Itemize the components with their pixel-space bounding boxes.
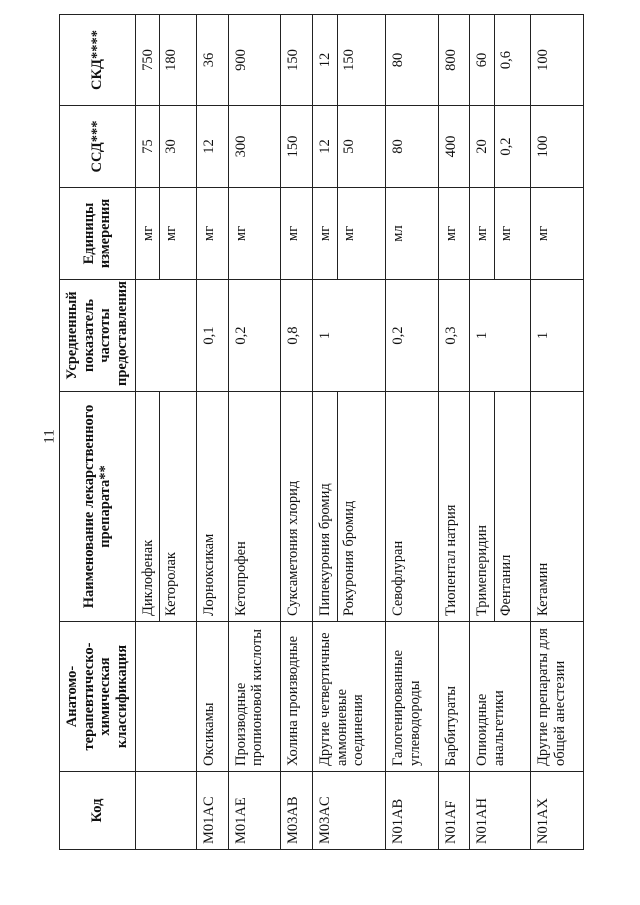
header-drug: Наименование лекарственного препарата**: [60, 392, 136, 622]
drug-cell: [531, 392, 584, 622]
frequency-value: 0,2: [390, 326, 407, 345]
drug-name: Кетопрофен: [232, 541, 249, 616]
classification-cell: [196, 622, 228, 772]
skd-cell: [135, 15, 196, 106]
table-row: [386, 15, 438, 850]
skd-cell: [438, 15, 470, 106]
code-cell: [531, 772, 584, 850]
drug-name: Тиопентал натрия: [442, 504, 459, 616]
drug-name: Суксаметония хлорид: [285, 480, 302, 616]
table-row: [531, 15, 584, 850]
skd-value: 0,6: [494, 15, 515, 105]
code-cell: [312, 772, 385, 850]
drug-name: Лорноксикам: [200, 533, 217, 616]
ssd-cell: [438, 106, 470, 188]
table-row: [312, 15, 385, 850]
ssd-cell: [386, 106, 438, 188]
table-body: [135, 15, 583, 850]
page-number: 11: [41, 429, 58, 444]
skd-value: 750: [139, 49, 156, 71]
ssd-value: 0,2: [494, 106, 515, 187]
drug-table: [59, 14, 584, 850]
skd-value: 36: [200, 52, 217, 68]
classification-name: Барбитураты: [442, 686, 459, 766]
ssd-cell: [312, 106, 385, 188]
drug-cell: [135, 392, 196, 622]
classification-cell: [312, 622, 385, 772]
unit-value: мг: [337, 188, 358, 279]
skd-value: 12: [316, 52, 333, 68]
unit-value: мг: [159, 188, 180, 279]
ssd-value: 12: [200, 139, 217, 154]
drug-name: Кетамин: [535, 562, 552, 616]
units-cell: [196, 188, 228, 280]
classification-cell: [438, 622, 470, 772]
frequency-cell: [196, 280, 228, 392]
skd-value: 60: [474, 52, 491, 68]
header-classification: Анатомо-терапевтическо-химическая классификация: [60, 622, 136, 772]
ssd-value: 150: [285, 135, 302, 158]
code-cell: [135, 772, 196, 850]
skd-value: 800: [442, 49, 459, 71]
table-row: [135, 15, 196, 850]
drug-name: Севофлуран: [390, 540, 407, 616]
atc-code: M01AE: [232, 797, 249, 844]
unit-value: мг: [442, 225, 459, 242]
ssd-value: 30: [159, 106, 180, 187]
frequency-cell: [312, 280, 385, 392]
skd-value: 900: [232, 49, 249, 71]
classification-name: Опиоидные анальгетики: [474, 690, 507, 766]
ssd-value: 20: [474, 139, 491, 154]
drug-name: Фентанил: [494, 392, 515, 621]
classification-cell: [281, 622, 313, 772]
skd-value: 180: [159, 15, 180, 105]
drug-cell: [386, 392, 438, 622]
drug-cell: [196, 392, 228, 622]
ssd-value: 400: [442, 135, 459, 158]
ssd-cell: [135, 106, 196, 188]
units-cell: [470, 188, 531, 280]
skd-cell: [196, 15, 228, 106]
drug-name: Диклофенак: [139, 539, 156, 616]
units-cell: [228, 188, 280, 280]
frequency-value: 0,8: [285, 326, 302, 345]
skd-value: 80: [390, 52, 407, 68]
classification-cell: [228, 622, 280, 772]
classification-name: Другие четвертичные аммониевые соединения: [316, 632, 367, 766]
drug-cell: [281, 392, 313, 622]
drug-name: Тримеперидин: [474, 524, 491, 616]
header-skd: СКД****: [60, 15, 136, 106]
units-cell: [386, 188, 438, 280]
frequency-value: 0,1: [200, 326, 217, 345]
atc-code: M03AC: [316, 796, 333, 844]
atc-code: M01AC: [200, 796, 217, 844]
classification-name: Другие препараты для общей анестезии: [535, 628, 569, 766]
table-row: [438, 15, 470, 850]
ssd-value: 100: [535, 135, 552, 158]
unit-value: мг: [474, 225, 491, 242]
unit-value: мг: [285, 225, 302, 242]
code-cell: [438, 772, 470, 850]
header-ssd: ССД***: [60, 106, 136, 188]
classification-name: Оксикамы: [200, 702, 217, 766]
frequency-cell: [438, 280, 470, 392]
code-cell: [196, 772, 228, 850]
atc-code: N01AF: [442, 800, 459, 844]
units-cell: [312, 188, 385, 280]
units-cell: [438, 188, 470, 280]
code-cell: [281, 772, 313, 850]
ssd-cell: [228, 106, 280, 188]
skd-cell: [312, 15, 385, 106]
skd-cell: [470, 15, 531, 106]
classification-name: Холина производные: [285, 635, 302, 766]
classification-cell: [386, 622, 438, 772]
skd-cell: [281, 15, 313, 106]
frequency-value: 1: [474, 331, 491, 340]
skd-cell: [386, 15, 438, 106]
ssd-cell: [531, 106, 584, 188]
frequency-cell: [281, 280, 313, 392]
ssd-value: 12: [316, 139, 333, 154]
unit-value: мг: [139, 225, 156, 242]
frequency-cell: [135, 280, 196, 392]
ssd-cell: [281, 106, 313, 188]
skd-value: 100: [535, 49, 552, 71]
units-cell: [281, 188, 313, 280]
drug-name: Рокурония бромид: [337, 392, 358, 621]
drug-name: Кеторолак: [159, 392, 180, 621]
code-cell: [470, 772, 531, 850]
drug-cell: [228, 392, 280, 622]
frequency-cell: [228, 280, 280, 392]
skd-cell: [228, 15, 280, 106]
code-cell: [228, 772, 280, 850]
unit-value: мг: [232, 225, 249, 242]
table-row: [228, 15, 280, 850]
table-row: [196, 15, 228, 850]
frequency-value: 1: [535, 331, 552, 340]
header-row: [60, 15, 136, 850]
drug-cell: [438, 392, 470, 622]
ssd-cell: [196, 106, 228, 188]
table-row: [281, 15, 313, 850]
atc-code: N01AB: [390, 798, 407, 844]
units-cell: [135, 188, 196, 280]
skd-value: 150: [337, 15, 358, 105]
classification-cell: [470, 622, 531, 772]
ssd-cell: [470, 106, 531, 188]
classification-name: Галогенированные углеводороды: [390, 649, 423, 766]
header-units: Единицы измерения: [60, 188, 136, 280]
ssd-value: 50: [337, 106, 358, 187]
frequency-cell: [386, 280, 438, 392]
unit-value: мг: [200, 225, 217, 242]
unit-value: мл: [390, 225, 407, 242]
drug-cell: [470, 392, 531, 622]
code-cell: [386, 772, 438, 850]
atc-code: N01AX: [535, 798, 552, 844]
atc-code: N01AH: [474, 798, 491, 844]
skd-cell: [531, 15, 584, 106]
ssd-value: 80: [390, 139, 407, 154]
unit-value: мг: [535, 225, 552, 242]
frequency-value: 1: [316, 331, 333, 340]
ssd-value: 300: [232, 135, 249, 158]
drug-cell: [312, 392, 385, 622]
classification-cell: [531, 622, 584, 772]
rotated-table-frame: [59, 15, 584, 850]
unit-value: мг: [494, 188, 515, 279]
drug-name: Пипекурония бромид: [316, 483, 333, 616]
frequency-value: 0,3: [442, 326, 459, 345]
frequency-cell: [531, 280, 584, 392]
classification-name: Производные пропионовой кислоты: [232, 628, 266, 766]
ssd-value: 75: [139, 139, 156, 154]
table-row: [470, 15, 531, 850]
skd-value: 150: [285, 49, 302, 71]
frequency-value: 0,2: [232, 326, 249, 345]
atc-code: M03AB: [285, 796, 302, 844]
unit-value: мг: [316, 225, 333, 242]
header-code: Код: [60, 772, 136, 850]
frequency-cell: [470, 280, 531, 392]
header-frequency: Усредненный показатель частоты предоставления: [60, 280, 136, 392]
classification-cell: [135, 622, 196, 772]
units-cell: [531, 188, 584, 280]
